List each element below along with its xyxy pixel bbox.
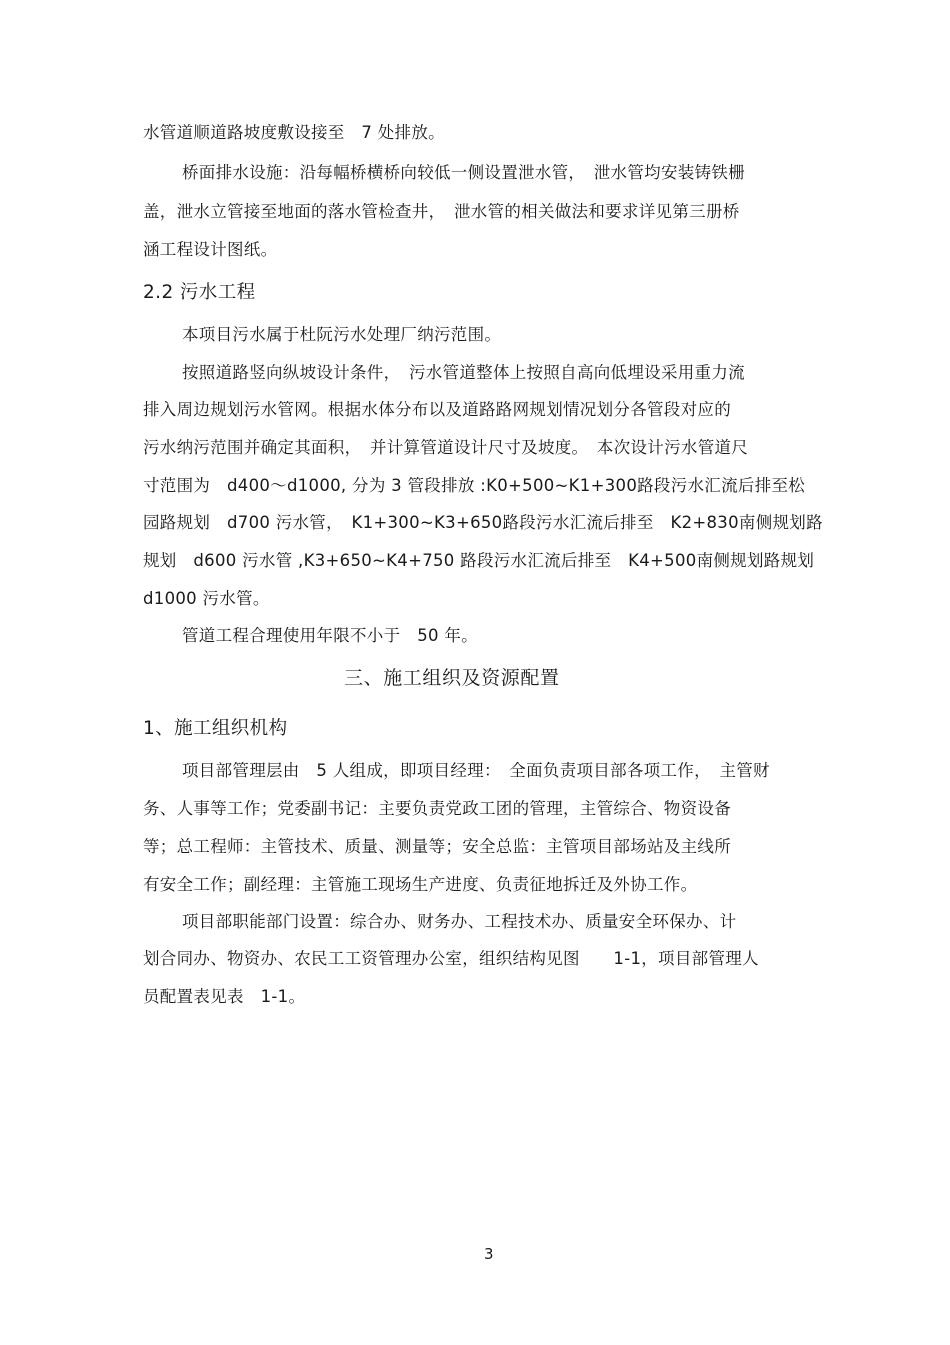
text-line: 管道工程合理使用年限不小于 50 年。	[182, 626, 478, 645]
text-line: 污水纳污范围并确定其面积， 并计算管道设计尺寸及坡度。 本次设计污水管道尺	[143, 438, 749, 457]
section-heading-organization: 1、施工组织机构	[143, 718, 288, 739]
text-line: 项目部管理层由 5 人组成，即项目经理： 全面负责项目部各项工作， 主管财	[182, 761, 770, 780]
section-heading-sewage: 2.2 污水工程	[143, 282, 256, 303]
text-line: 有安全工作；副经理：主管施工现场生产进度、负责征地拆迁及外协工作。	[143, 875, 698, 894]
text-line: 桥面排水设施：沿每幅桥横桥向较低一侧设置泄水管， 泄水管均安装铸铁栅	[182, 163, 745, 182]
text-line: 水管道顺道路坡度敷设接至 7 处排放。	[143, 123, 445, 142]
page-number: 3	[484, 1245, 494, 1263]
text-line: d1000 污水管。	[143, 589, 270, 608]
text-line: 寸范围为 d400～d1000, 分为 3 管段排放 :K0+500~K1+300路段污水汇流后排至松	[143, 476, 806, 495]
text-line: 园路规划 d700 污水管， K1+300~K3+650路段污水汇流后排至 K2+830南侧规划路	[143, 513, 823, 532]
text-line: 项目部职能部门设置：综合办、财务办、工程技术办、质量安全环保办、计	[182, 912, 737, 931]
text-line: 排入周边规划污水管网。根据水体分布以及道路路网规划情况划分各管段对应的	[143, 400, 731, 419]
text-line: 务、人事等工作；党委副书记：主要负责党政工团的管理，主管综合、物资设备	[143, 799, 731, 818]
text-line: 划合同办、物资办、农民工工资管理办公室，组织结构见图 1-1，项目部管理人	[143, 949, 759, 968]
text-line: 本项目污水属于杜阮污水处理厂纳污范围。	[182, 325, 502, 344]
text-line: 盖，泄水立管接至地面的落水管检查井， 泄水管的相关做法和要求详见第三册桥	[143, 202, 740, 221]
text-line: 规划 d600 污水管 ,K3+650~K4+750 路段污水汇流后排至 K4+500南侧规划路规划	[143, 551, 815, 570]
text-line: 按照道路竖向纵坡设计条件， 污水管道整体上按照自高向低埋设采用重力流	[182, 363, 745, 382]
chapter-heading-construction-organization: 三、施工组织及资源配置	[344, 667, 560, 689]
text-line: 涵工程设计图纸。	[143, 240, 278, 259]
text-line: 员配置表见表 1-1。	[143, 987, 306, 1006]
text-line: 等；总工程师：主管技术、质量、测量等；安全总监：主管项目部场站及主线所	[143, 837, 731, 856]
